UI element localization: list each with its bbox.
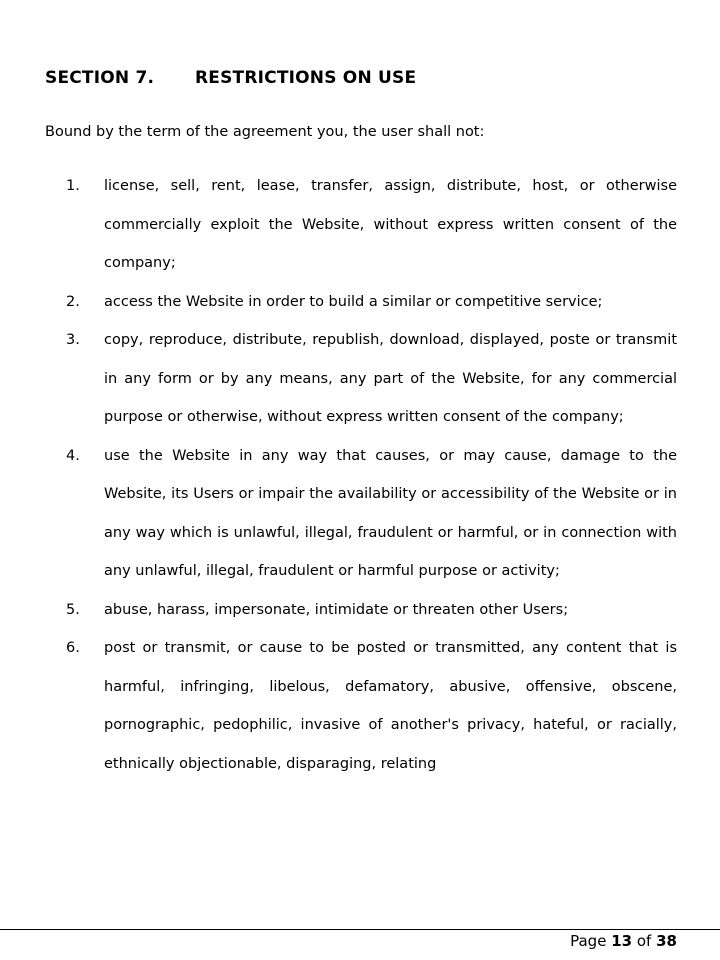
intro-paragraph: Bound by the term of the agreement you, the user shall not: bbox=[45, 124, 485, 140]
restrictions-list bbox=[0, 167, 720, 783]
list-item-number: 3. bbox=[66, 332, 80, 348]
page-word: Page bbox=[570, 932, 607, 950]
list-item-text: license, sell, rent, lease, transfer, assign, distribute, host, or otherwise commercially exploit the Website, without express written consent of the company; bbox=[104, 178, 677, 271]
list-item bbox=[0, 629, 720, 783]
list-item-text: copy, reproduce, distribute, republish, download, displayed, poste or transmit in any form or by any means, any part of the Website, for any commercial purpose or otherwise, without express written consent of the company; bbox=[104, 332, 677, 425]
list-item-text: access the Website in order to build a similar or competitive service; bbox=[104, 293, 603, 310]
list-item-number: 2. bbox=[66, 293, 80, 310]
list-item bbox=[0, 167, 720, 283]
list-item-text: post or transmit, or cause to be posted or transmitted, any content that is harmful, infringing, libelous, defamatory, abusive, offensive, obscene, pornographic, pedophilic, invasive of another's privacy, hateful, or racially, ethnically objectionable, disparaging, relating bbox=[104, 640, 677, 772]
list-item bbox=[0, 591, 720, 630]
current-page-number: 13 bbox=[611, 932, 633, 950]
section-heading bbox=[45, 66, 416, 90]
list-item-number: 6. bbox=[66, 640, 80, 656]
list-item bbox=[0, 437, 720, 591]
list-item-number: 1. bbox=[66, 178, 80, 194]
total-pages-number: 38 bbox=[656, 932, 677, 950]
list-item-text: use the Website in any way that causes, or may cause, damage to the Website, its Users or impair the availability or accessibility of the Website or in any way which is unlawful, illegal, fraudulent or harmful, or in connection with any unlawful, illegal, fraudulent or harmful purpose or activity; bbox=[104, 447, 677, 579]
section-title: RESTRICTIONS ON USE bbox=[195, 68, 417, 88]
of-word: of bbox=[636, 932, 652, 950]
list-item-number: 4. bbox=[66, 447, 80, 464]
list-item-text: abuse, harass, impersonate, intimidate or threaten other Users; bbox=[104, 601, 569, 618]
page-number bbox=[570, 930, 677, 952]
list-item bbox=[0, 321, 720, 437]
section-label: SECTION 7. bbox=[45, 68, 155, 88]
list-item-number: 5. bbox=[66, 601, 80, 618]
list-item bbox=[0, 283, 720, 322]
